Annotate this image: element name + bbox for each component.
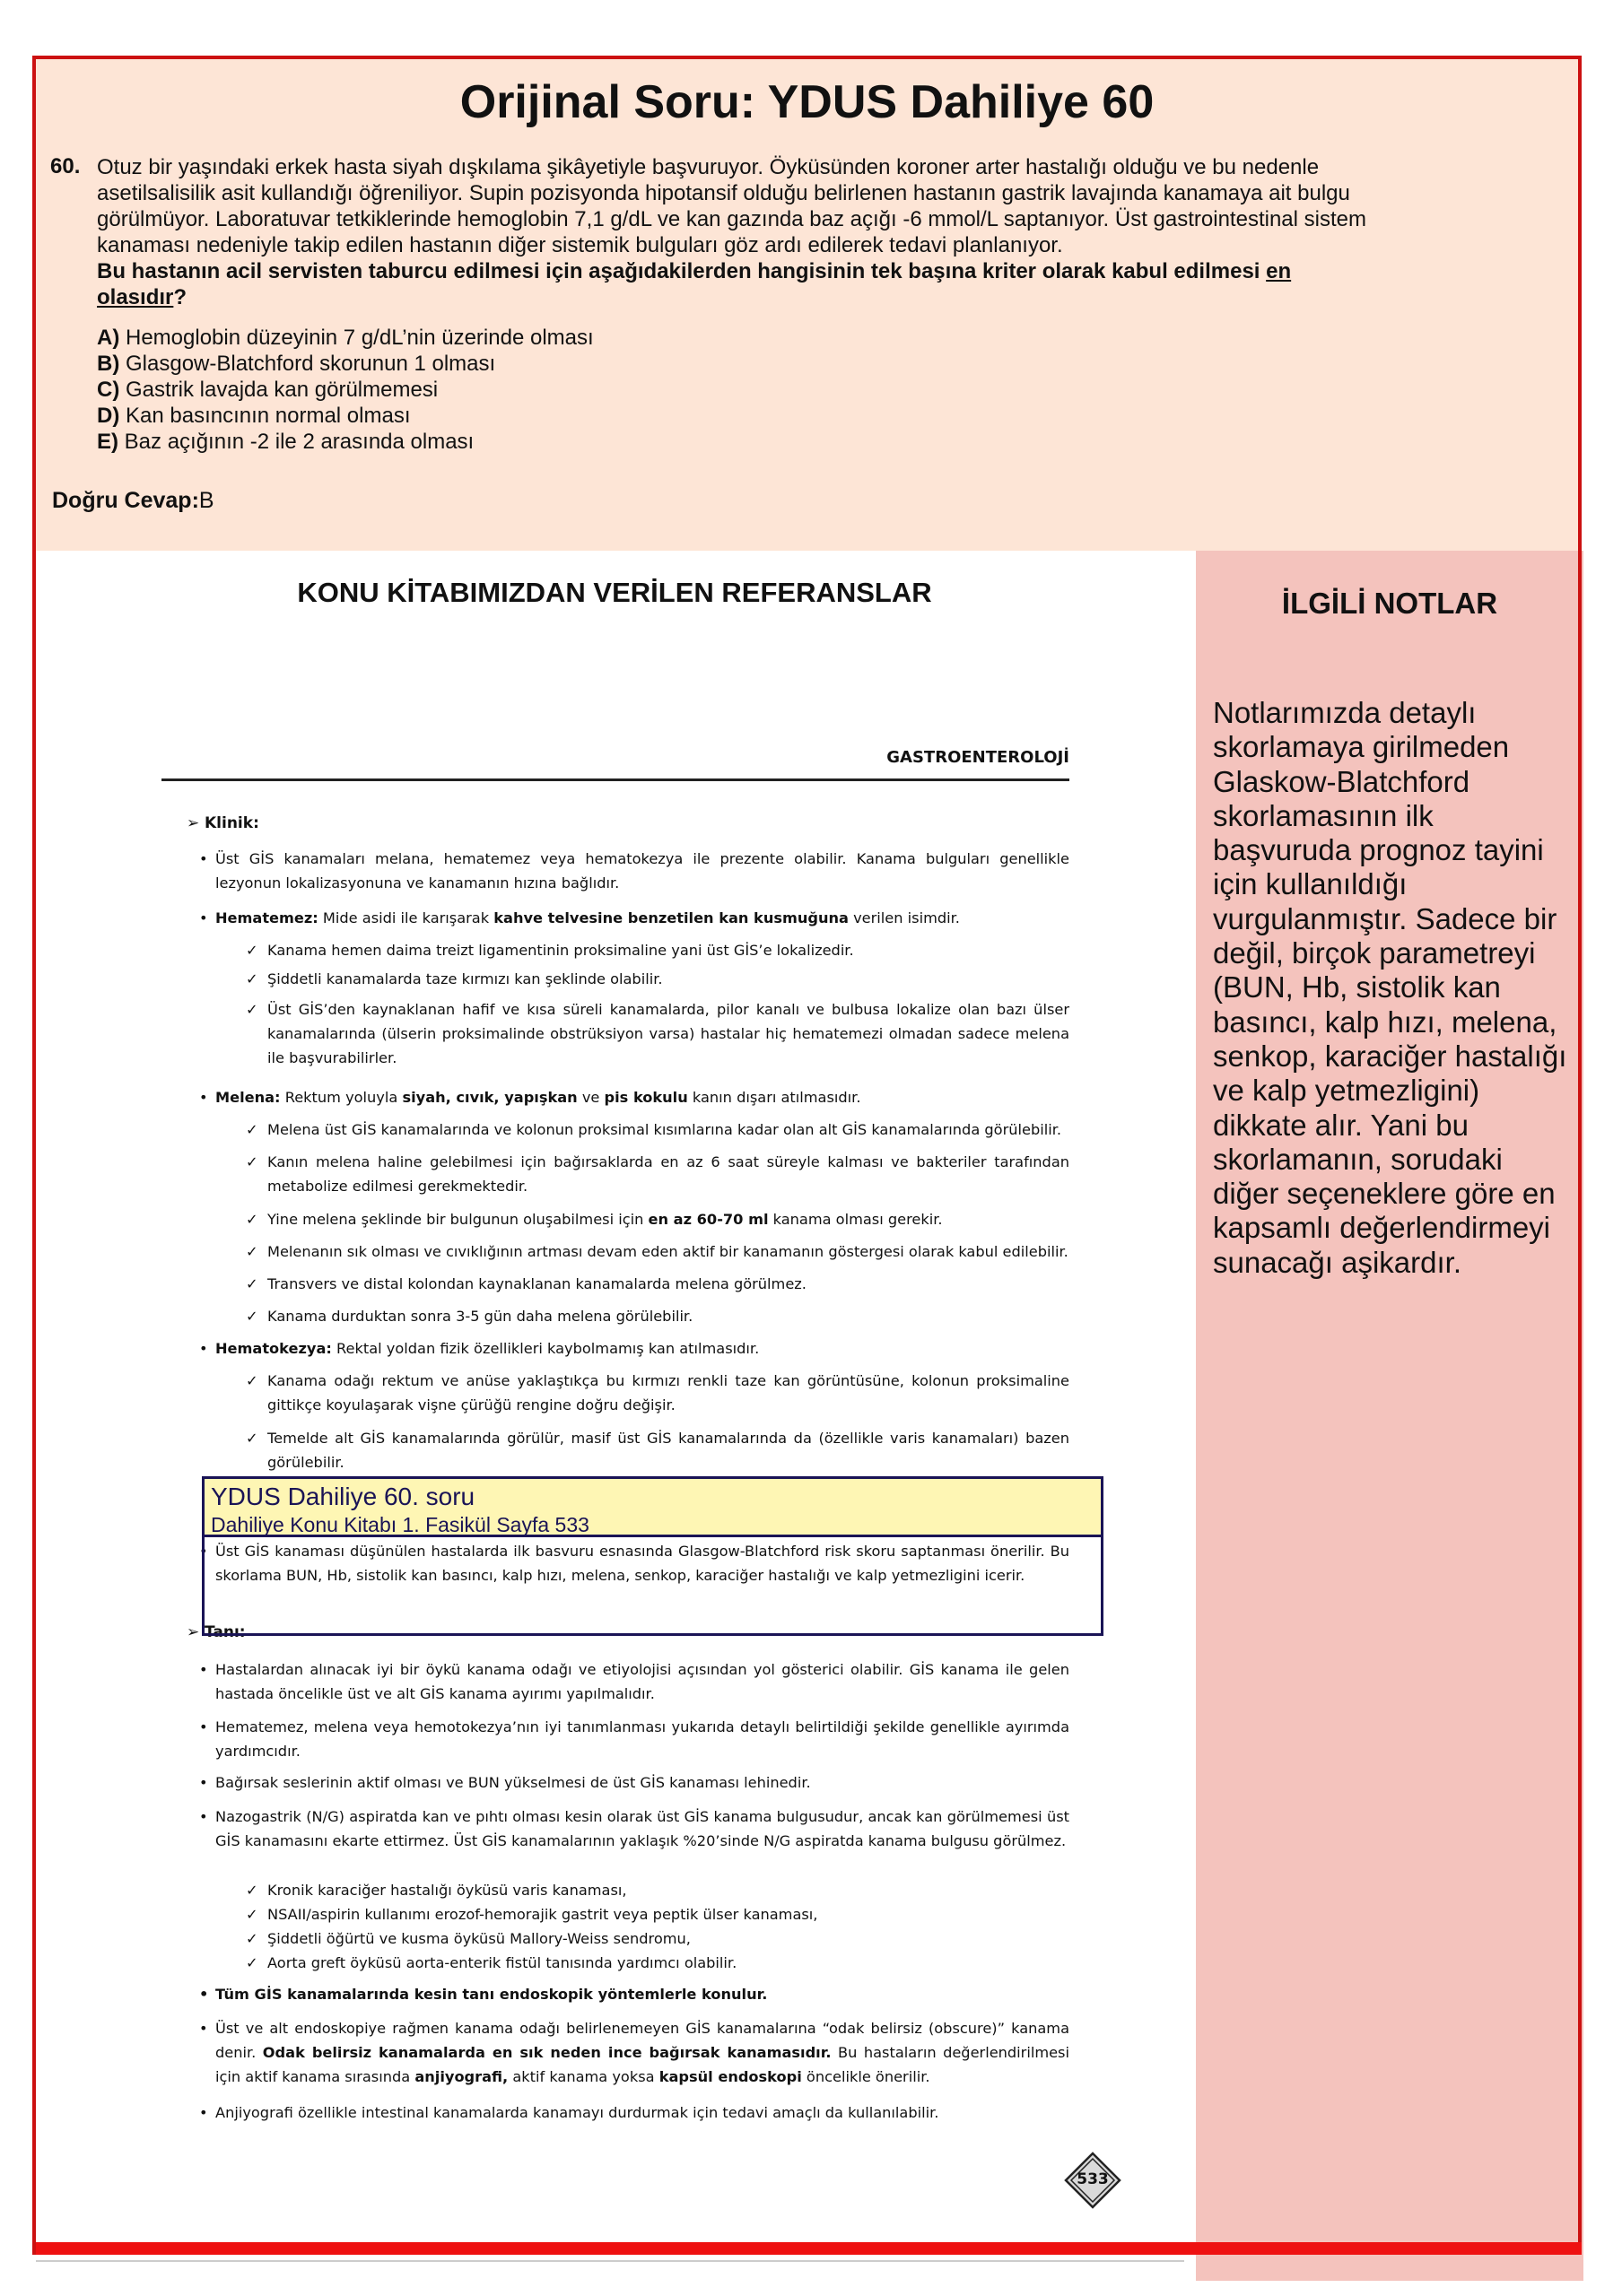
check-icon: ✓ [246, 970, 258, 987]
option-c: C) Gastrik lavajda kan görülmemesi [97, 378, 439, 402]
check-icon: ✓ [246, 1153, 258, 1170]
check-icon: ✓ [246, 942, 258, 959]
sub-item: ✓ NSAII/aspirin kullanımı erozof-hemorajik gastrit veya peptik ülser kanaması, [267, 1902, 1069, 1926]
option-b: B) Glasgow-Blatchford skorunun 1 olması [97, 352, 496, 376]
list-item: • Tüm GİS kanamalarında kesin tanı endoskopik yöntemlerle konulur. [199, 1986, 768, 2003]
list-item: • Üst ve alt endoskopiye rağmen kanama odağı belirlenemeyen GİS kanamalarına “odak belirsiz (obscure)” kanama denir. Odak belirsiz kanamalarda en sık neden ince bağırsak kanamasıdır. Bu hastaların değerlendirilmesi için aktif kanama sırasında anjiyografi, aktif kanama yoksa kapsül endoskopi öncelikle önerilir. [199, 2020, 1069, 2085]
section-klinik: ➢ Klinik: [187, 814, 259, 832]
sub-item: ✓ Şiddetli kanamalarda taze kırmızı kan şeklinde olabilir. [267, 967, 1069, 991]
option-d: D) Kan basıncının normal olması [97, 404, 411, 428]
check-icon: ✓ [246, 1430, 258, 1447]
check-icon: ✓ [246, 1930, 258, 1947]
book-section-header: GASTROENTEROLOJİ [886, 748, 1069, 767]
list-item: • Üst GİS kanamaları melana, hematemez veya hematokezya ile prezente olabilir. Kanama bulguları genellikle lezyonun lokalizasyonuna ve kanamanın hızına bağlıdır. [199, 850, 1069, 891]
list-item: • Hematemez, melena veya hemotokezya’nın iyi tanımlanması yukarıda detaylı belirtildiği şekilde genellikle ayırımda yardımcıdır. [199, 1718, 1069, 1760]
notes-body: Notlarımızda detaylı skorlamaya girilmeden Glaskow-Blatchford skorlamasının ilk başvuruda prognoz tayini için kullanıldığı vurgulanmıştır. Sadece bir değil, birçok parametreyi (BUN, Hb, sistolik kan basıncı, kalp hızı, melena, senkop, karaciğer hastalığı ve kalp yetmezligini) dikkate alır. Yani bu skorlamanın, sorudaki diğer seçeneklere göre en kapsamlı değerlendirmeyi sunacağı aşikardır. [1213, 696, 1567, 1279]
list-item: • Hastalardan alınacak iyi bir öykü kanama odağı ve etiyolojisi açısından yol gösterici olabilir. GİS kanama ile gelen hastada öncelikle üst ve alt GİS kanama ayırımı yapılmalıdır. [199, 1661, 1069, 1702]
question-prompt: Bu hastanın acil servisten taburcu edilmesi için aşağıdakilerden hangisinin tek başına kriter olarak kabul edilmesi en olasıdır? [97, 259, 1292, 309]
bottom-grey-line [36, 2260, 1184, 2262]
page-title: Orijinal Soru: YDUS Dahiliye 60 [459, 76, 1155, 128]
check-icon: ✓ [246, 1372, 258, 1389]
list-item: • Üst GİS kanaması düşünülen hastalarda ilk basvuru esnasında Glasgow-Blatchford risk skoru saptanması önerilir. Bu skorlama BUN, Hb, sistolik kan basıncı, kalp hızı, melena, senkop, karaciğer hastalığı ve kalp yetmezligini icerir. [199, 1543, 1069, 1584]
check-icon: ✓ [246, 1001, 258, 1018]
sub-item: ✓ Kanama durduktan sonra 3-5 gün daha melena görülebilir. [267, 1304, 1069, 1328]
question-number: 60. [50, 154, 81, 178]
section-tani: ➢ Tanı: [187, 1623, 246, 1641]
check-icon: ✓ [246, 1308, 258, 1325]
sub-item: ✓ Yine melena şeklinde bir bulgunun oluşabilmesi için en az 60-70 ml kanama olması gerekir. [267, 1207, 1069, 1231]
arrow-icon: ➢ [187, 1623, 200, 1641]
list-item: • Hematokezya: Rektal yoldan fizik özellikleri kaybolmamış kan atılmasıdır. [199, 1340, 760, 1357]
option-a: A) Hemoglobin düzeyinin 7 g/dL’nin üzerinde olması [97, 326, 594, 350]
notes-heading: İLGİLİ NOTLAR [1281, 587, 1498, 620]
list-item: • Hematemez: Mide asidi ile karışarak kahve telvesine benzetilen kan kusmuğuna verilen isimdir. [199, 909, 960, 926]
check-icon: ✓ [246, 1882, 258, 1899]
bottom-red-bar [36, 2242, 1582, 2255]
question-line: görülmüyor. Laboratuvar tetkiklerinde hemoglobin 7,1 g/dL ve kan gazında baz açığı -6 mmol/L saptanıyor. Üst gastrointestinal sistem [97, 207, 1366, 231]
arrow-icon: ➢ [187, 814, 200, 832]
check-icon: ✓ [246, 1243, 258, 1260]
sub-item: ✓ Aorta greft öyküsü aorta-enterik fistül tanısında yardımcı olabilir. [267, 1951, 1069, 1975]
sub-item: ✓ Kanın melena haline gelebilmesi için bağırsaklarda en az 6 saat süreyle kalması ve bakteriler tarafından metabolize edilmesi gerekmektedir. [267, 1150, 1069, 1198]
question-line: asetilsalisilik asit kullandığı öğreniliyor. Supin pozisyonda hipotansif olduğu belirlenen hastanın gastrik lavajında kanamaya ait bulgu [97, 181, 1350, 205]
sub-item: ✓ Temelde alt GİS kanamalarında görülür, masif üst GİS kanamalarında da (özellikle varis kanamaları) bazen görülebilir. [267, 1426, 1069, 1474]
page-number: 533 [1077, 2170, 1109, 2188]
list-item: • Melena: Rektum yoluyla siyah, cıvık, yapışkan ve pis kokulu kanın dışarı atılmasıdır. [199, 1089, 861, 1106]
check-icon: ✓ [246, 1275, 258, 1292]
highlight-subtitle: Dahiliye Konu Kitabı 1. Fasikül Sayfa 533 [211, 1513, 589, 1536]
question-line: kanaması nedeniyle takip edilen hastanın diğer sistemik bulguları göz ardı edilerek tedavi planlanıyor. [97, 233, 1063, 257]
check-icon: ✓ [246, 1954, 258, 1971]
sub-item: ✓ Kanama hemen daima treizt ligamentinin proksimaline yani üst GİS’e lokalizedir. [267, 938, 1069, 962]
list-item: • Nazogastrik (N/G) aspiratda kan ve pıhtı olması kesin olarak üst GİS kanama bulgusudur, ancak kan görülmemesi üst GİS kanamasını ekarte ettirmez. Üst GİS kanamalarının yaklaşık %20’sinde N/G aspiratda kanama bulgusu görülmez. [199, 1808, 1069, 1849]
references-heading: KONU KİTABIMIZDAN VERİLEN REFERANSLAR [297, 577, 932, 608]
list-item: • Bağırsak seslerinin aktif olması ve BUN yükselmesi de üst GİS kanaması lehinedir. [199, 1774, 811, 1791]
correct-answer: Doğru Cevap:B [52, 488, 214, 513]
question-line: Otuz bir yaşındaki erkek hasta siyah dışkılama şikâyetiyle başvuruyor. Öyküsünden koroner arter hastalığı olduğu ve bu nedenle [97, 155, 1320, 179]
page-frame [32, 56, 1582, 2255]
check-icon: ✓ [246, 1906, 258, 1923]
sub-item: ✓ Melena üst GİS kanamalarında ve kolonun proksimal kısımlarına kadar olan alt GİS kanamalarında görülebilir. [267, 1118, 1069, 1142]
sub-item: ✓ Kanama odağı rektum ve anüse yaklaştıkça bu kırmızı renkli taze kan görüntüsüne, kolonun proksimaline gittikçe koyulaşarak vişne çürüğü rengine doğru değişir. [267, 1369, 1069, 1417]
sub-item: ✓ Üst GİS’den kaynaklanan hafif ve kısa süreli kanamalarda, pilor kanalı ve bulbusa lokalize olan bazı ülser kanamalarında (ülserin proksimalinde obstrüksiyon varsa) hastalar hiç hematemezi olmadan sadece melena ile başvurabilirler. [267, 997, 1069, 1070]
sub-item: ✓ Transvers ve distal kolondan kaynaklanan kanamalarda melena görülmez. [267, 1272, 1069, 1296]
sub-item: ✓ Kronik karaciğer hastalığı öyküsü varis kanaması, [267, 1878, 1069, 1902]
sub-item: ✓ Melenanın sık olması ve cıvıklığının artması devam eden aktif bir kanamanın göstergesi olarak kabul edilebilir. [267, 1239, 1069, 1264]
check-icon: ✓ [246, 1121, 258, 1138]
highlight-title: YDUS Dahiliye 60. soru [211, 1483, 475, 1510]
sub-item: ✓ Şiddetli öğürtü ve kusma öyküsü Mallory-Weiss sendromu, [267, 1926, 1069, 1951]
option-e: E) Baz açığının -2 ile 2 arasında olması [97, 430, 475, 454]
list-item: • Anjiyografi özellikle intestinal kanamalarda kanamayı durdurmak için tedavi amaçlı da kullanılabilir. [199, 2104, 939, 2121]
check-icon: ✓ [246, 1211, 258, 1228]
